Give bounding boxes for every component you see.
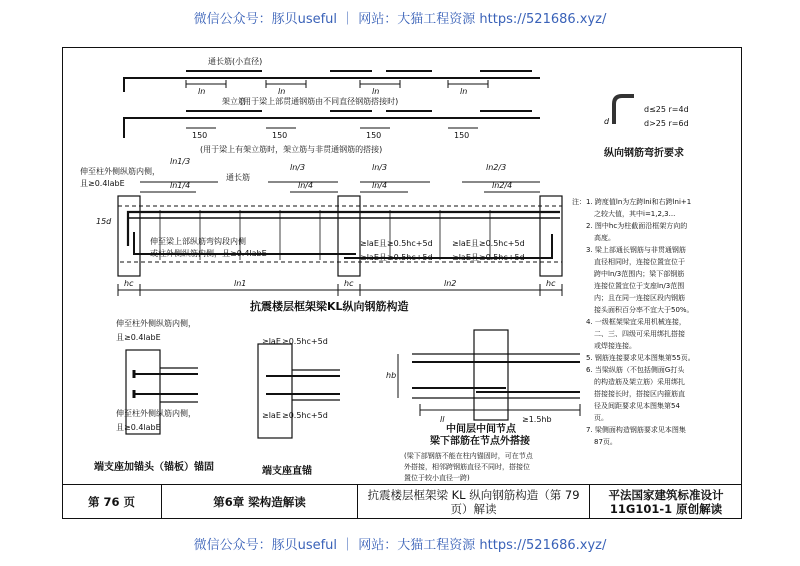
note-line: 页。 xyxy=(594,414,608,422)
joint-note: 置位于较小直径一跨) xyxy=(404,474,470,482)
note-line: 的构造筋及架立筋）采用绑扎 xyxy=(594,378,685,386)
ln2-third: ln2/3 xyxy=(486,163,507,172)
ln-third: ln/3 xyxy=(372,163,388,172)
note-line: 直径相同时，连接位置宜位于 xyxy=(594,258,685,266)
note-line: 径及间距要求见本图集第54 xyxy=(594,402,680,410)
joint-note: 外搭接，相邻跨钢筋直径不同时，搭接位 xyxy=(404,463,530,471)
footer-book-line2: 11G101-1 原创解读 xyxy=(609,502,723,516)
bend-rule-2: d>25 r=6d xyxy=(644,119,689,128)
straight-column xyxy=(258,344,292,438)
label-ln2: ln2 xyxy=(444,279,457,288)
joint-title-2: 梁下部筋在节点外搭接 xyxy=(430,436,530,447)
ln1-third: ln1/3 xyxy=(170,157,191,166)
note-through-bar: (用于梁上部贯通钢筋由不同直径钢筋搭接时) xyxy=(240,97,399,106)
joint-note: (梁下部钢筋不能在柱内锚固时，可在节点 xyxy=(404,452,533,460)
ln1-quarter: ln1/4 xyxy=(170,181,191,190)
note-line: 二、三、四级可采用绑扎搭接 xyxy=(594,330,685,338)
bend-rule-1: d≤25 r=4d xyxy=(644,105,689,114)
note-line: 3. 梁上部通长钢筋与非贯通钢筋 xyxy=(586,246,686,254)
title-block xyxy=(62,484,742,519)
note-line: 6. 当梁纵筋（不包括侧面G打头 xyxy=(586,366,685,374)
joint-dim-left: ll xyxy=(440,415,445,424)
label-through-bar: 通长筋 xyxy=(226,173,250,182)
straight-top-2: ≥0.5hc+5d xyxy=(282,337,328,346)
footer-page: 第 76 页 xyxy=(62,485,162,519)
plate-note-2: 伸至柱外侧纵筋内侧， xyxy=(116,409,196,418)
label-ln: ln xyxy=(198,87,206,96)
watermark-bottom: 微信公众号：豚贝useful ｜ 网站：大猫工程资源 https://521686.xyz/ xyxy=(193,538,607,553)
label-through-bar-small: 通长筋(小直径) xyxy=(208,57,263,66)
note-line: 高度。 xyxy=(594,234,615,242)
bend-hook xyxy=(614,96,634,124)
straight-bottom-2: ≥0.5hc+5d xyxy=(282,411,328,420)
label-hc: hc xyxy=(546,279,556,288)
label-hc: hc xyxy=(344,279,354,288)
joint-dim-right: ≥1.5hb xyxy=(522,415,552,424)
note-line: 或焊接连接。 xyxy=(594,342,636,350)
footer-topic: 抗震楼层框架梁 KL 纵向钢筋构造（第 79 页）解读 xyxy=(358,485,590,519)
anchor-a: ≥laE且≥0.5hc+5d xyxy=(360,239,433,248)
ln-third: ln/3 xyxy=(290,163,306,172)
joint-hb: hb xyxy=(386,371,397,380)
dim-150: 150 xyxy=(454,131,470,140)
note-extend-outer: 伸至柱外侧纵筋内侧， xyxy=(80,167,160,176)
note-line: 接头面积百分率不宜大于50%。 xyxy=(594,306,694,314)
label-ln: ln xyxy=(460,87,468,96)
note-extend-outer-len: 且≥0.4labE xyxy=(80,179,125,188)
anchor-b: ≥laE且≥0.5hc+5d xyxy=(452,239,525,248)
plate-note-2-len: 且≥0.4labE xyxy=(116,423,161,432)
straight-bottom: ≥laE xyxy=(262,411,281,420)
note-line: 5. 钢筋连接要求见本图集第55页。 xyxy=(586,354,695,362)
anchor-a: ≥laE且≥0.5hc+5d xyxy=(360,253,433,262)
plate-note-1-len: 且≥0.4labE xyxy=(116,333,161,342)
bend-d-label: d xyxy=(604,117,610,126)
note-erection-bar: (用于梁上有架立筋时，架立筋与非贯通钢筋的搭接) xyxy=(200,145,383,154)
note-line: 注：1. 跨度值ln为左跨lni和右跨lni+1 xyxy=(572,198,692,206)
note-line: 跨中ln/3范围内；梁下部钢筋 xyxy=(594,270,685,278)
dim-150: 150 xyxy=(366,131,382,140)
label-ln1: ln1 xyxy=(234,279,247,288)
joint-column xyxy=(474,330,508,420)
footer-book xyxy=(590,485,742,519)
ln2-quarter: ln2/4 xyxy=(492,181,513,190)
watermark-top: 微信公众号：豚贝useful ｜ 网站：大猫工程资源 https://521686.xyz/ xyxy=(193,12,607,27)
note-line: 之较大值，其中i=1,2,3... xyxy=(594,210,676,218)
dim-150: 150 xyxy=(272,131,288,140)
bend-title: 纵向钢筋弯折要求 xyxy=(604,148,684,159)
dim-150: 150 xyxy=(192,131,208,140)
plate-note-1: 伸至柱外侧纵筋内侧， xyxy=(116,319,196,328)
anchor-b: ≥laE且≥0.5hc+5d xyxy=(452,253,525,262)
note-bottom-anchor-1: 伸至梁上部纵筋弯钩段内侧 xyxy=(150,237,246,246)
label-15d: 15d xyxy=(96,217,112,226)
label-hc: hc xyxy=(124,279,134,288)
label-erection-bar: 架立筋 xyxy=(222,97,246,106)
straight-title: 端支座直锚 xyxy=(262,466,312,477)
main-title: 抗震楼层框架梁KL纵向钢筋构造 xyxy=(250,300,409,313)
note-line: 搭接接长时，搭接区内箍筋直 xyxy=(594,390,685,398)
plate-title: 端支座加锚头（锚板）锚固 xyxy=(94,462,214,473)
ln-quarter: ln/4 xyxy=(298,181,314,190)
note-bottom-anchor-2: 或柱外侧纵筋内侧，且≥0.4labE xyxy=(150,249,267,258)
label-ln: ln xyxy=(278,87,286,96)
note-line: 4. 一级框架梁宜采用机械连接， xyxy=(586,318,686,326)
ln-quarter: ln/4 xyxy=(372,181,388,190)
anchor-column xyxy=(126,350,160,434)
note-line: 7. 梁侧面构造钢筋要求见本图集 xyxy=(586,426,686,434)
note-line: 连接位置宜位于支座ln/3范围 xyxy=(594,282,685,290)
joint-title-1: 中间层中间节点 xyxy=(446,424,516,435)
note-line: 内；且在同一连接区段内钢筋 xyxy=(594,294,685,302)
label-ln: ln xyxy=(372,87,380,96)
note-line: 2. 图中hc为柱截面沿框架方向的 xyxy=(586,222,688,230)
footer-chapter: 第6章 梁构造解读 xyxy=(162,485,358,519)
column-middle xyxy=(338,196,360,276)
footer-book-line1: 平法国家建筑标准设计 xyxy=(608,488,724,502)
note-line: 87页。 xyxy=(594,438,617,446)
straight-top: ≥laE xyxy=(262,337,281,346)
